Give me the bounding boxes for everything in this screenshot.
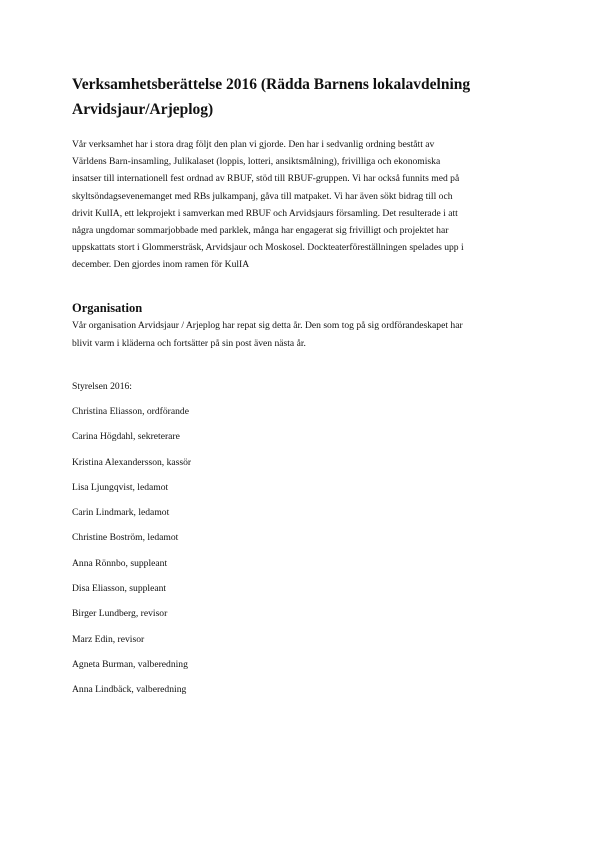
organisation-line-2: blivit varm i kläderna och fortsätter på sin post även nästa år. xyxy=(72,338,306,349)
board-heading: Styrelsen 2016: xyxy=(72,381,132,392)
document-title-line-2: Arvidsjaur/Arjeplog) xyxy=(72,101,214,118)
document-title-line-1: Verksamhetsberättelse 2016 (Rädda Barnens lokalavdelning xyxy=(72,76,471,93)
board-member-list xyxy=(72,405,191,709)
board-member: Christina Eliasson, ordförande xyxy=(72,406,189,417)
intro-paragraph xyxy=(72,136,528,274)
intro-line: december. Den gjordes inom ramen för KulIA xyxy=(72,259,250,271)
organisation-heading: Organisation xyxy=(72,301,143,315)
board-member: Disa Eliasson, suppleant xyxy=(72,583,167,595)
board-member: Anna Rönnbo, suppleant xyxy=(72,557,168,569)
board-member: Marz Edin, revisor xyxy=(72,633,145,645)
intro-line: uppskattats stort i Glommersträsk, Arvidsjaur och Moskosel. Dockteaterföreställningen spelades upp i xyxy=(72,242,464,254)
board-member: Carin Lindmark, ledamot xyxy=(72,507,170,519)
board-member: Lisa Ljungqvist, ledamot xyxy=(72,481,169,493)
board-member: Kristina Alexandersson, kassör xyxy=(72,456,192,468)
intro-line: insatser till internationell fest ordnad av RBUF, stöd till RBUF-gruppen. Vi har också funnits med på xyxy=(72,173,460,185)
organisation-paragraph xyxy=(72,317,528,353)
board-member: Carina Högdahl, sekreterare xyxy=(72,431,180,443)
board-member: Anna Lindbäck, valberedning xyxy=(72,684,187,696)
document-title xyxy=(72,72,532,122)
board-member: Agneta Burman, valberedning xyxy=(72,658,188,670)
board-member: Christine Boström, ledamot xyxy=(72,532,179,544)
intro-line: Vår verksamhet har i stora drag följt den plan vi gjorde. Den har i sedvanlig ordning bestått av xyxy=(72,139,435,150)
intro-line: några ungdomar sommarjobbade med parklek, många har engagerat sig frivilligt och projektet har xyxy=(72,225,449,237)
intro-line: skyltsöndagsevenemanget med RBs julkampanj, gåva till matpaket. Vi har även sökt bidrag till och xyxy=(72,190,453,202)
board-member: Birger Lundberg, revisor xyxy=(72,608,168,620)
intro-line: drivit KulIA, ett lekprojekt i samverkan med RBUF och Arvidsjaurs församling. Det resulterade i att xyxy=(72,207,458,219)
intro-line: Världens Barn-insamling, Julikalaset (loppis, lotteri, ansiktsmålning), frivilliga och ekonomiska xyxy=(72,156,441,168)
organisation-line-1: Vår organisation Arvidsjaur / Arjeplog har repat sig detta år. Den som tog på sig ordförandeskapet har xyxy=(72,320,463,331)
